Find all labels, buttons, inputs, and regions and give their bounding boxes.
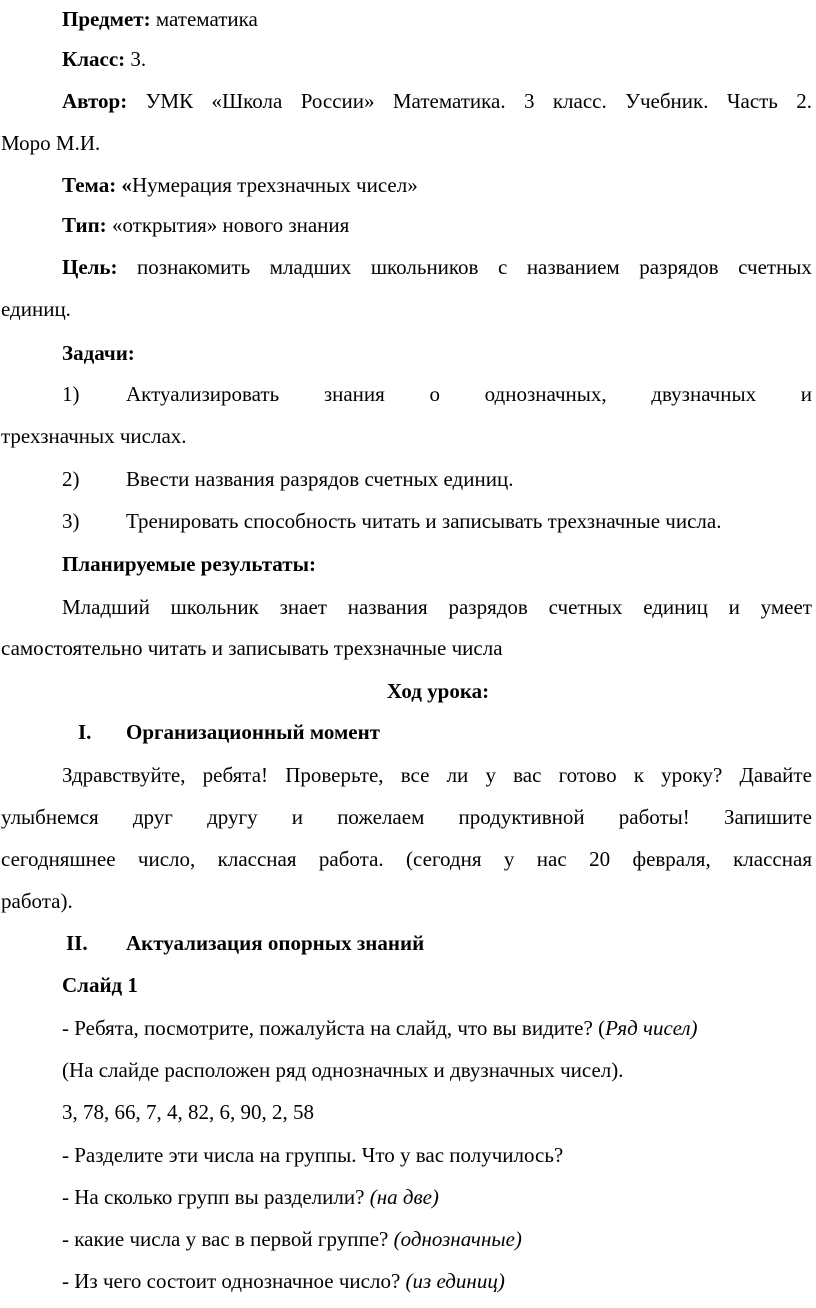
word: продуктивной bbox=[458, 805, 585, 829]
task-1-text bbox=[126, 381, 812, 407]
subject-line bbox=[62, 6, 258, 32]
type-label: Тип: bbox=[62, 213, 107, 237]
word: Здравствуйте, bbox=[62, 763, 186, 787]
word: единиц bbox=[643, 595, 708, 619]
section-1-title: Организационный момент bbox=[126, 720, 380, 744]
word: 20 bbox=[589, 847, 611, 871]
word: у bbox=[503, 847, 515, 871]
lesson-heading: Ход урока: bbox=[386, 679, 490, 703]
question-1 bbox=[62, 1015, 698, 1041]
slide-label: Слайд 1 bbox=[62, 973, 138, 997]
word: вас bbox=[513, 763, 542, 787]
word: младших bbox=[269, 255, 352, 279]
question-3-text: - На сколько групп вы разделили? bbox=[62, 1185, 370, 1209]
task-3-number: 3) bbox=[62, 509, 80, 533]
word: февраля, bbox=[632, 847, 711, 871]
subject-label: Предмет: bbox=[62, 7, 151, 31]
question-5-answer: (из единиц) bbox=[405, 1269, 505, 1293]
word: Учебник. bbox=[625, 89, 709, 113]
word: классная bbox=[217, 847, 297, 871]
word: и bbox=[800, 382, 812, 406]
word: с bbox=[497, 255, 508, 279]
slide-description: (На слайде расположен ряд однозначных и двузначных чисел). bbox=[62, 1058, 624, 1082]
word: ребята! bbox=[202, 763, 269, 787]
word: ли bbox=[446, 763, 469, 787]
word: УМК bbox=[145, 89, 194, 113]
number-row: 3, 78, 66, 7, 4, 82, 6, 90, 2, 58 bbox=[62, 1100, 314, 1124]
question-3-answer: (на две) bbox=[369, 1185, 439, 1209]
author-label: Автор: bbox=[62, 89, 128, 113]
section-1-para-line-4: работа). bbox=[1, 889, 73, 913]
word: пожелаем bbox=[337, 805, 425, 829]
word: сегодняшнее bbox=[1, 847, 116, 871]
section-2-title: Актуализация опорных знаний bbox=[126, 931, 425, 955]
word: другу bbox=[207, 805, 258, 829]
word: умеет bbox=[760, 595, 812, 619]
word: Младший bbox=[62, 595, 150, 619]
goal-label: Цель: bbox=[62, 255, 118, 279]
question-5 bbox=[62, 1268, 505, 1294]
subject-value: математика bbox=[150, 7, 258, 31]
results-line-1 bbox=[62, 594, 812, 620]
word: познакомить bbox=[137, 255, 251, 279]
word: Проверьте, bbox=[285, 763, 384, 787]
grade-label: Класс: bbox=[62, 47, 126, 71]
word: 2. bbox=[796, 89, 812, 113]
tasks-heading: Задачи: bbox=[62, 341, 135, 365]
author-line-cont: Моро М.И. bbox=[1, 131, 101, 155]
topic-value: Нумерация трехзначных чисел» bbox=[131, 173, 418, 197]
goal-line-cont: единиц. bbox=[1, 297, 71, 321]
author-line bbox=[62, 88, 812, 114]
word: к bbox=[633, 763, 644, 787]
task-1-cont: трехзначных числах. bbox=[1, 424, 187, 448]
question-1-text: - Ребята, посмотрите, пожалуйста на слайд, что вы видите? ( bbox=[62, 1016, 606, 1040]
question-2: - Разделите эти числа на группы. Что у вас получилось? bbox=[62, 1143, 564, 1167]
task-3-text: Тренировать способность читать и записывать трехзначные числа. bbox=[126, 509, 722, 533]
word: готово bbox=[558, 763, 617, 787]
section-1-para-line-3 bbox=[1, 846, 812, 872]
word: нас bbox=[536, 847, 567, 871]
word: число, bbox=[137, 847, 196, 871]
topic-line bbox=[62, 172, 418, 198]
results-line-2: самостоятельно читать и записывать трехзначные числа bbox=[1, 636, 503, 660]
word: Запишите bbox=[723, 805, 812, 829]
word: классная bbox=[733, 847, 812, 871]
word: разрядов bbox=[448, 595, 528, 619]
word: разрядов bbox=[639, 255, 719, 279]
type-line bbox=[62, 212, 349, 238]
word: Математика. bbox=[392, 89, 506, 113]
word: Актуализировать bbox=[126, 382, 280, 406]
task-2-number: 2) bbox=[62, 467, 80, 491]
word: уроку? bbox=[661, 763, 723, 787]
word: улыбнемся bbox=[1, 805, 99, 829]
word: России» bbox=[300, 89, 375, 113]
word: школьников bbox=[370, 255, 479, 279]
question-3 bbox=[62, 1184, 439, 1210]
word: «Школа bbox=[211, 89, 283, 113]
section-1-para-line-2 bbox=[1, 804, 812, 830]
question-4-answer: (однозначные) bbox=[393, 1227, 522, 1251]
word: и bbox=[728, 595, 740, 619]
word: все bbox=[400, 763, 430, 787]
grade-value: 3. bbox=[125, 47, 147, 71]
word: Давайте bbox=[739, 763, 812, 787]
task-2-text: Ввести названия разрядов счетных единиц. bbox=[126, 467, 514, 491]
word: работы! bbox=[618, 805, 690, 829]
task-1-number: 1) bbox=[62, 382, 80, 406]
goal-line bbox=[62, 254, 812, 280]
word: (сегодня bbox=[406, 847, 482, 871]
results-heading: Планируемые результаты: bbox=[62, 552, 316, 576]
word: 3 bbox=[523, 89, 535, 113]
word: о bbox=[429, 382, 440, 406]
section-1-para-line-1 bbox=[62, 762, 812, 788]
word: названия bbox=[347, 595, 428, 619]
word: счетных bbox=[548, 595, 623, 619]
word: друг bbox=[132, 805, 173, 829]
type-value: «открытия» нового знания bbox=[106, 213, 350, 237]
word: счетных bbox=[738, 255, 812, 279]
word: работа. bbox=[318, 847, 384, 871]
section-2-number: II. bbox=[66, 931, 88, 955]
word: названием bbox=[526, 255, 620, 279]
word: знает bbox=[279, 595, 327, 619]
word: и bbox=[291, 805, 304, 829]
word: однозначных, bbox=[484, 382, 607, 406]
section-1-number: I. bbox=[78, 720, 92, 744]
word: школьник bbox=[170, 595, 259, 619]
word: знания bbox=[323, 382, 385, 406]
grade-line bbox=[62, 46, 146, 72]
word: у bbox=[485, 763, 496, 787]
word: Часть bbox=[726, 89, 778, 113]
word: класс. bbox=[552, 89, 607, 113]
topic-label: Тема: « bbox=[62, 173, 132, 197]
question-5-text: - Из чего состоит однозначное число? bbox=[62, 1269, 406, 1293]
word: двузначных bbox=[651, 382, 757, 406]
question-4-text: - какие числа у вас в первой группе? bbox=[62, 1227, 394, 1251]
question-1-answer: Ряд чисел) bbox=[605, 1016, 698, 1040]
question-4 bbox=[62, 1226, 522, 1252]
